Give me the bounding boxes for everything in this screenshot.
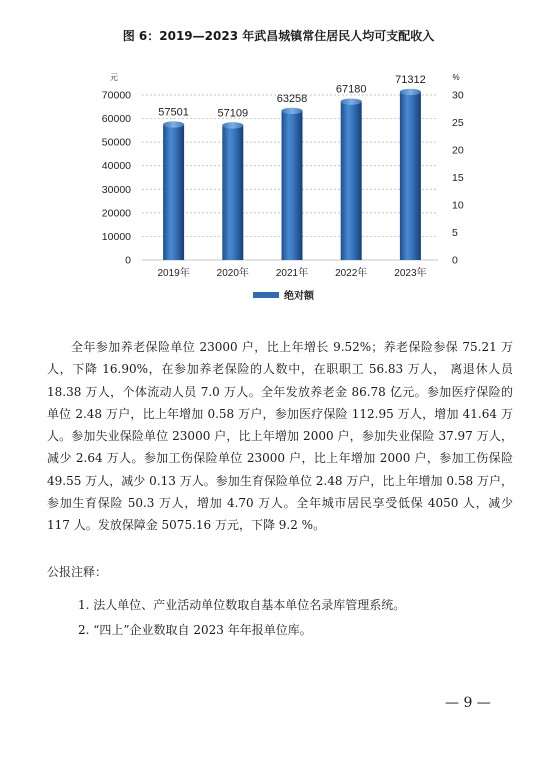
y-left-tick-label: 10000 — [101, 230, 131, 243]
note-item: 1. 法人单位、产业活动单位数取自基本单位名录库管理系统。 — [78, 598, 406, 612]
figure-title: 图 6：2019—2023 年武昌城镇常住居民人均可支配收入 — [122, 29, 435, 43]
bar-cap — [341, 98, 362, 104]
y-left-tick-label: 50000 — [101, 136, 131, 149]
y-left-unit: 元 — [110, 73, 118, 82]
x-tick-label: 2021年 — [275, 268, 309, 279]
income-bar-chart — [0, 0, 557, 320]
y-left-tick-label: 70000 — [101, 89, 131, 102]
bars — [163, 89, 421, 260]
y-right-tick-label: 15 — [452, 172, 464, 184]
bar-cap — [282, 108, 303, 114]
bar — [400, 92, 421, 260]
bar — [163, 124, 184, 260]
data-label: 57501 — [158, 106, 189, 119]
y-right-tick-label: 20 — [452, 144, 464, 157]
bar-cap — [163, 121, 184, 127]
data-label: 63258 — [276, 92, 308, 105]
bar — [341, 102, 362, 260]
legend-label: 绝对额 — [284, 291, 314, 302]
data-label: 57109 — [217, 107, 249, 120]
bar — [222, 125, 243, 260]
y-left-tick-label: 20000 — [101, 207, 131, 220]
data-label: 67180 — [335, 83, 367, 96]
x-tick-label: 2022年 — [335, 268, 368, 279]
y-right-tick-label: 5 — [452, 227, 458, 239]
data-label: 71312 — [395, 73, 426, 86]
y-right-tick-label: 25 — [452, 117, 464, 129]
x-tick-label: 2019年 — [157, 268, 190, 279]
y-left-tick-label: 30000 — [101, 183, 131, 196]
y-left-tick-label: 0 — [125, 254, 131, 267]
y-left-tick-label: 40000 — [101, 160, 131, 173]
bar-cap — [400, 89, 421, 95]
legend-swatch — [253, 292, 279, 298]
y-right-tick-label: 0 — [452, 254, 458, 267]
y-left-tick-label: 60000 — [101, 113, 131, 126]
body-paragraph: 全年参加养老保险单位 23000 户，比上年增长 9.52%；养老保险参保 75.21 万人，下降 16.90%，在参加养老保险的人数中，在职职工 56.83 万人， 离退休人员 18.38 万人，个体流动人员 7.0 万人。全年发放养老金 86.78 亿元。参加医疗保险的单位 2.48 万户，比上年增加 0.58 万户，参加医疗保险 112.95 万人，增加 41.64 万人。参加失业保险单位 23000 户，比上年增加 2000 户，参加失业保险 37.97 万人，减少 2.64 万人。参加工伤保险单位 23000 户，比上年增加 2000 户，参加工伤保险 49.55 万人，减少 0.13 万人。参加生育保险单位 2.48 万户，比上年增加 0.58 万户，参加生育保险 50.3 万人，增加 4.70 万人。全年城市居民享受低保 4050 人，减少 117 人。发放保障金 5075.16 万元，下降 9.2 %。 — [47, 340, 513, 533]
notes-title: 公报注释： — [47, 565, 108, 579]
legend — [253, 289, 315, 302]
bar — [282, 111, 303, 260]
bar-cap — [222, 122, 243, 128]
y-right-unit: % — [452, 73, 460, 82]
note-item: 2. “四上”企业数取自 2023 年年报单位库。 — [78, 623, 312, 637]
y-right-tick-label: 10 — [452, 199, 464, 212]
x-tick-label: 2023年 — [394, 268, 427, 279]
page-number: — 9 — — [445, 695, 491, 711]
y-right-tick-label: 30 — [452, 89, 464, 102]
x-tick-label: 2020年 — [216, 268, 249, 279]
